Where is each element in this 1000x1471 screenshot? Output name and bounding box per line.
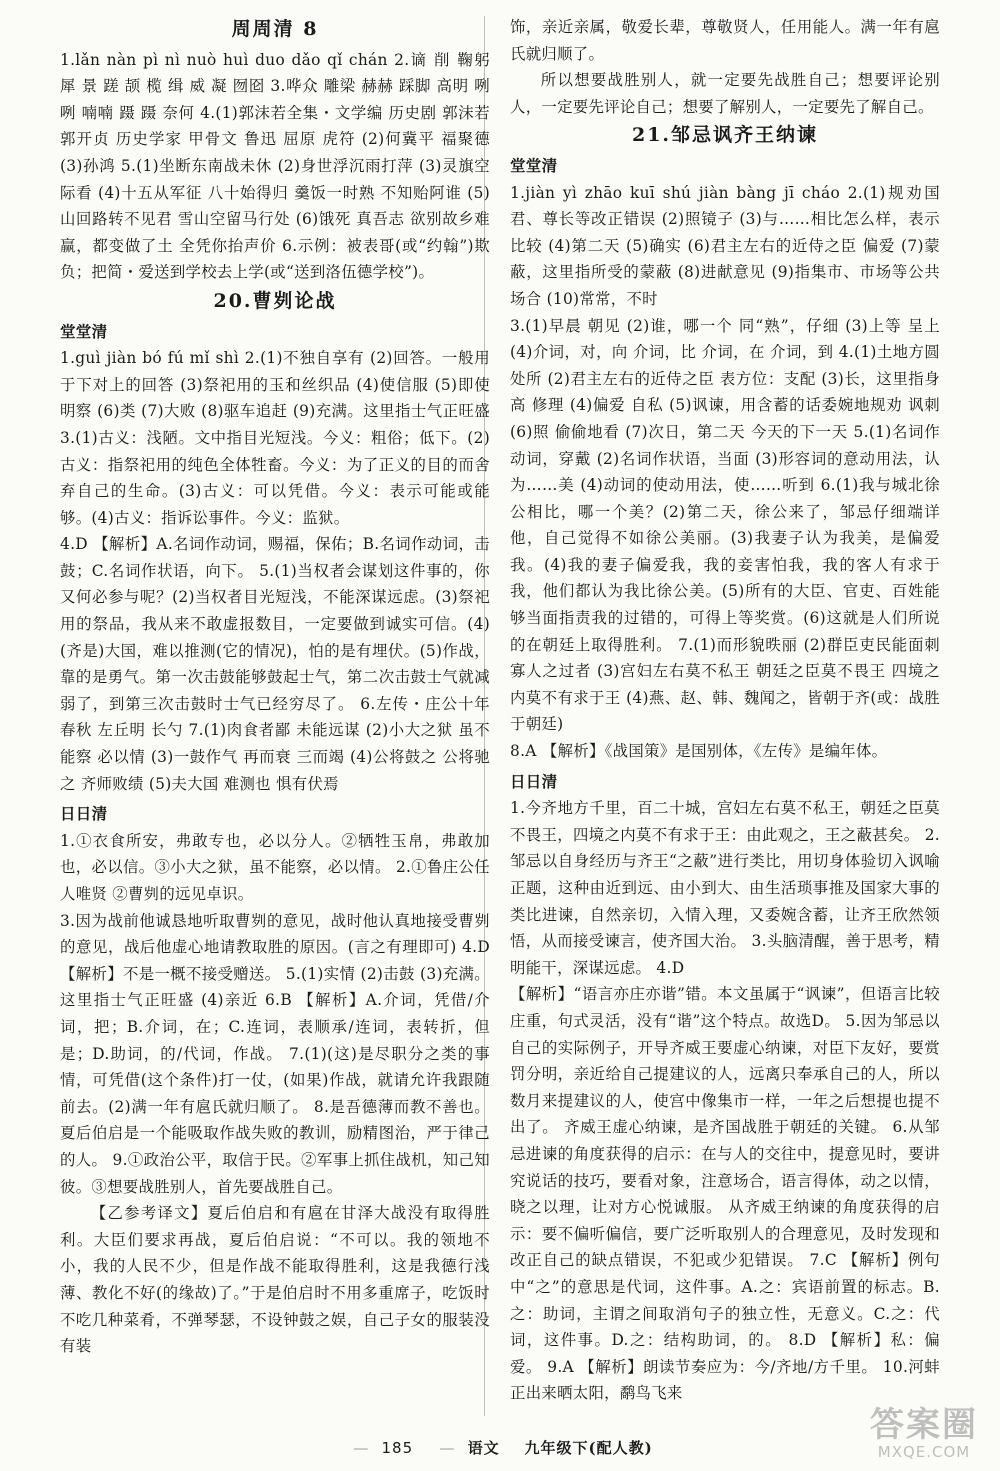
footer-grade: 九年级下(配人教) <box>524 1439 653 1457</box>
answer-paragraph: 1.jiàn yì zhāo kuī shú jiàn bàng jī cháo 2.(1)规劝国君、尊长等改正错误 (2)照镜子 (3)与……相比怎么样，表示比较 (4)第二天 (5)确实 (6)君主左右的近侍之臣 偏爱 (7)蒙蔽，这里指所受的蒙蔽 (8)进献意见 (9)指集市、市场等公共场合 (10)常常，不时 <box>510 183 940 308</box>
translation-conclusion: 所以想要战胜别人，就一定要先战胜自己；想要评论别人，一定要先评论自己；想要了解别人，一定要先了解自己。 <box>510 71 940 116</box>
right-column <box>510 14 940 1407</box>
answer-paragraph: 1.①衣食所安，弗敢专也，必以分人。②牺牲玉帛，弗敢加也，必以信。③小大之狱，虽不能察，必以情。 2.①鲁庄公任人唯贤 ②曹刿的远见卓识。 <box>60 831 490 903</box>
page-footer <box>0 1437 1000 1458</box>
subheading-tangtangqing: 堂堂清 <box>60 321 108 341</box>
translation-continued: 饰，亲近亲属，敬爱长辈，尊敬贤人，任用能人。满一年有扈氏就归顺了。 <box>510 18 940 63</box>
subheading-ririqing: 日日清 <box>60 804 108 824</box>
watermark-url: MXQE.COM <box>877 1443 971 1461</box>
subheading-tangtangqing: 堂堂清 <box>510 155 558 175</box>
section-heading-cao-gui: 20.曹刿论战 <box>213 289 337 312</box>
answer-paragraph: 4.D 【解析】A.名词作动词，赐福，保佑；B.名词作动词，击鼓；C.名词作状语，向下。 5.(1)当权者会谋划这件事的，你又何必参与呢？(2)当权者目光短浅，不能深谋远虑。(3)祭祀用的祭品，我从来不敢虚报数目，一定要做到诚实可信。(4)(齐是)大国，难以推测(它的情况)，怕的是有埋伏。(5)作战，靠的是勇气。第一次击鼓能够鼓起士气，第二次击鼓士气就减弱了，到第三次击鼓时士气已经穷尽了。 6.左传・庄公十年 春秋 左丘明 长勺 7.(1)肉食者鄙 未能远谋 (2)小大之狱 虽不能察 必以情 (3)一鼓作气 再而衰 三而竭 (4)公将鼓之 公将驰之 齐师败绩 (5)夫大国 难测也 惧有伏焉 <box>60 535 490 793</box>
answer-paragraph: 3.因为战前他诚恳地听取曹刿的意见，战时他认真地接受曹刿的意见，战后他虚心地请教取胜的原因。(言之有理即可) 4.D 【解析】不是一概不接受赠送。 5.(1)实情 (2)击鼓 (3)充满。这里指士气正旺盛 (4)亲近 6.B 【解析】A.介词，凭借/介词，把；B.介词，在；C.连词，表顺承/连词，表转折，但是；D.助词，的/代词，作战。 7.(1)(这)是尽职分之类的事情，可凭借(这个条件)打一仗，(如果)作战，就请允许我跟随前去。(2)满一年有扈氏就归顺了。 8.是吾德薄而教不善也。夏后伯启是一个能吸取作战失败的教训，励精图治，严于律己的人。 9.①政治公平，取信于民。②军事上抓住战机，知己知彼。③想要战胜别人，首先要战胜自己。 <box>60 911 490 1196</box>
section-heading-zou-ji: 21.邹忌讽齐王纳谏 <box>631 124 819 147</box>
footer-subject: 语文 <box>467 1439 500 1457</box>
answer-paragraph: 3.(1)早晨 朝见 (2)谁，哪一个 同“熟”，仔细 (3)上等 呈上 (4)介词，对，向 介词，比 介词，在 介词，到 4.(1)土地方圆 处所 (2)君主左右的近侍之臣 表方位：支配 (3)长，这里指身高 修理 (4)偏爱 自私 (5)讽谏，用含蓄的话委婉地规劝 讽刺 (6)照 偷偷地看 (7)次日，第二天 今天的下一天 5.(1)名词作动词，穿戴 (2)名词作状语，当面 (3)形容词的意动用法，认为……美 (4)动词的使动用法，使……听到 6.(1)我与城北徐公相比，哪一个美？(2)第二天，徐公来了，邹忌仔细端详他，自己觉得不如徐公美丽。(3)我妻子认为我美，是偏爱我。(4)我的妻子偏爱我，我的妾害怕我，我的客人有求于我，他们都认为我比徐公美。(5)所有的大臣、官吏、百姓能够当面指责我的过错的，可得上等奖赏。(6)这就是人们所说的在朝廷上取得胜利。 7.(1)而形貌昳丽 (2)群臣吏民能面刺寡人之过者 (3)宫妇左右莫不私王 朝廷之臣莫不畏王 四境之内莫不有求于王 (4)燕、赵、韩、魏闻之，皆朝于齐(或：战胜于朝廷) <box>510 316 940 734</box>
watermark-logo: 答案圈 <box>870 1405 978 1445</box>
footer-dash: — <box>353 1439 370 1457</box>
answer-paragraph: 1.lǎn nàn pì nì nuò huì duo dǎo qǐ chán 2.谪 削 鞠躬 犀 景 蹉 颉 榄 缉 威 凝 囫囵 3.哗众 雕梁 赫赫 踩脚 高明 咧咧 喃喃 蹑 蹑 奈何 4.(1)郭沫若全集・文学编 历史剧 郭沫若 郭开贞 历史学家 甲骨文 鲁迅 屈原 虎符 (2)何冀平 福聚德 (3)孙鸿 5.(1)坐断东南战未休 (2)身世浮沉雨打萍 (3)灵旗空际看 (4)十五从军征 八十始得归 羹饭一时熟 不知贻阿谁 (5)山回路转不见君 雪山空留马行处 (6)饿死 真吾志 欲别故乡难 赢，都变做了土 全凭你抬声价 6.示例：被表哥(或“约翰”)欺负；把简・爱送到学校去上学(或“送到洛伍德学校”)。 <box>60 50 490 282</box>
section-heading-weekly: 周周清 8 <box>231 18 319 40</box>
answer-paragraph: 1.guì jiàn bó fú mǐ shì 2.(1)不独自享有 (2)回答。一般用于下对上的回答 (3)祭祀用的玉和丝织品 (4)使信服 (5)即使 明察 (6)类 (7)大败 (8)驱车追赶 (9)充满。这里指士气正旺盛 3.(1)古义：浅陋。文中指目光短浅。今义：粗俗；低下。(2)古义：指祭祀用的纯色全体牲畜。今义：为了正义的目的而舍弃自己的生命。(3)古义：可以凭借。今义：表示可能或能够。(4)古义：指诉讼事件。今义：监狱。 <box>60 349 490 527</box>
page-number: 185 <box>381 1439 414 1457</box>
answer-paragraph: 8.A 【解析】《战国策》是国别体，《左传》是编年体。 <box>510 742 888 761</box>
answer-paragraph: 【解析】“语言亦庄亦谐”错。本文虽属于“讽谏”，但语言比较庄重，句式灵活，没有“谐”这个特点。故选D。 5.因为邹忌以自己的实际例子，开导齐威王要虚心纳谏，对臣下友好，要赏罚分明，亲近给自己提建议的人，远离只奉承自己的人，所以数月来提建议的人，使宫中像集市一样，一年之后想提也提不出了。 齐威王虚心纳谏，是齐国战胜于朝廷的关键。 6.从邹忌进谏的角度获得的启示：在与人的交往中，提意见时，要讲究说话的技巧，要看对象，注意场合，语言得体，动之以情，晓之以理，让对方心悦诚服。 从齐威王纳谏的角度获得的启示：要不偏听偏信，要广泛听取别人的合理意见，及时发现和改正自己的缺点错误，不犯或少犯错误。 7.C 【解析】例句中“之”的意思是代词，这件事。A.之：宾语前置的标志。B.之：助词，主谓之间取消句子的独立性，无意义。C.之：代词，这件事。D.之：结构助词，的。 8.D 【解析】私：偏爱。 9.A 【解析】朗读节奏应为：今/齐地/方千里。 10.河蚌正出来晒太阳，鹬鸟飞来 <box>510 985 940 1403</box>
footer-dash: — <box>439 1439 456 1457</box>
subheading-ririqing: 日日清 <box>510 771 558 791</box>
left-column <box>60 14 490 1360</box>
watermark <box>870 1407 978 1461</box>
answer-paragraph: 1.今齐地方千里，百二十城，宫妇左右莫不私王，朝廷之臣莫不畏王，四境之内莫不有求于王：由此观之，王之蔽甚矣。 2.邹忌以自身经历与齐王“之蔽”进行类比，用切身体验切入讽喻正题，这种由近到远、由小到大、由生活琐事推及国家大事的类比进谏，自然亲切，入情入理，又委婉含蓄，让齐王欣然领悟，从而接受谏言，使齐国大治。 3.头脑清醒，善于思考，精明能干，深谋远虑。 4.D <box>510 799 940 977</box>
translation-paragraph: 【乙参考译文】夏后伯启和有扈在甘泽大战没有取得胜利。大臣们要求再战，夏后伯启说：“不可以。我的领地不小，我的人民不少，但是作战不能取得胜利，这是我德行浅薄、教化不好(的缘故)了。”于是伯启时不用多重席子，吃饭时不吃几种菜肴，不弹琴瑟，不设钟鼓之娱，自己子女的服装没有装 <box>60 1204 490 1356</box>
